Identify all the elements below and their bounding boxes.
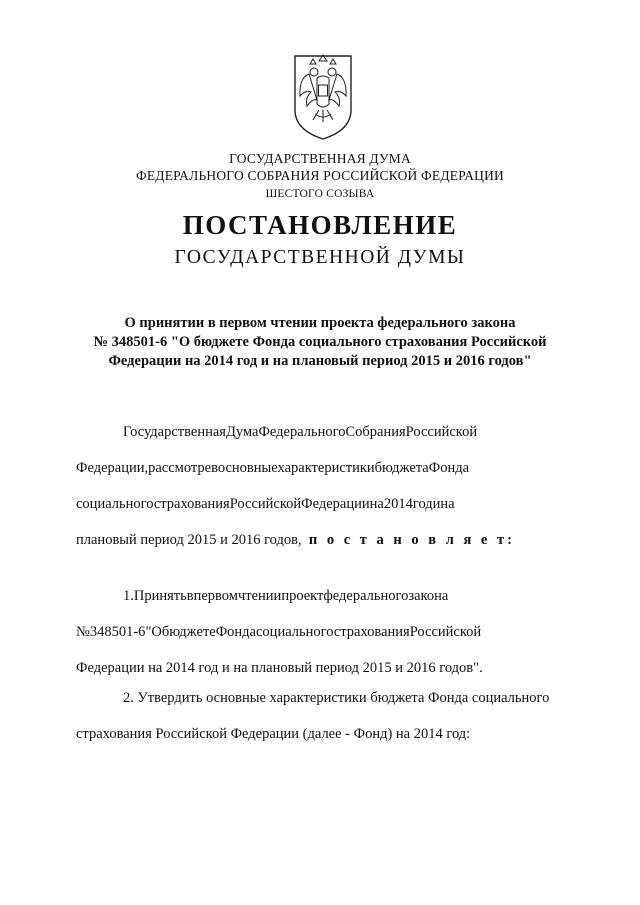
word: Федерации	[301, 496, 370, 512]
preamble-line-1	[76, 414, 573, 450]
word: характеристики	[277, 460, 375, 476]
word: основные	[217, 460, 278, 476]
word: Фонда	[215, 624, 256, 640]
preamble-line-4	[76, 522, 573, 558]
word: бюджета	[374, 460, 429, 476]
item-2-line-2: страхования Российской Федерации (далее - Фонд) на 2014 год:	[76, 726, 471, 742]
word: социального	[256, 624, 334, 640]
item-1-line-2	[76, 614, 573, 650]
word: Фонда	[428, 460, 470, 476]
preamble-line-3	[76, 486, 573, 522]
word: федерального	[323, 588, 409, 604]
word: №	[76, 624, 90, 640]
word: рассмотрев	[148, 460, 218, 476]
word: страхования	[333, 624, 410, 640]
subject-line-2: № 348501-6 "О бюджете Фонда социального страхования Российской	[93, 334, 547, 350]
word: 348501-6	[89, 624, 146, 640]
preamble-line-2	[76, 450, 573, 486]
word: социального	[76, 496, 154, 512]
header-duma: ГОСУДАРСТВЕННАЯ ДУМА	[229, 151, 411, 166]
word: Государственная	[123, 424, 226, 440]
word: первом	[193, 588, 238, 604]
word: закона	[408, 588, 449, 604]
word: Российской	[409, 624, 482, 640]
header-convocation: ШЕСТОГО СОЗЫВА	[265, 188, 375, 200]
preamble-paragraph	[76, 414, 573, 558]
word: Дума	[225, 424, 259, 440]
word: Федерации,	[76, 460, 149, 476]
word: "О	[145, 624, 162, 640]
word: в	[186, 588, 194, 604]
document-type: ПОСТАНОВЛЕНИЕ	[182, 210, 458, 240]
resolves-word: п о с т а н о в л я е т:	[308, 532, 515, 548]
word: чтении	[237, 588, 282, 604]
preamble-line-4-text: плановый период 2015 и 2016 годов,	[76, 532, 302, 548]
word: на	[440, 496, 455, 512]
item-1-line-1	[76, 578, 573, 614]
word: Российской	[405, 424, 478, 440]
word: 2014	[383, 496, 413, 512]
header-federal-assembly: ФЕДЕРАЛЬНОГО СОБРАНИЯ РОССИЙСКОЙ ФЕДЕРАЦИИ	[136, 168, 504, 183]
word: год	[412, 496, 433, 512]
word: Федерального	[258, 424, 346, 440]
word: Собрания	[345, 424, 406, 440]
coat-of-arms-icon	[291, 52, 355, 142]
document-subject	[60, 314, 580, 371]
document-issuer: ГОСУДАРСТВЕННОЙ ДУМЫ	[174, 247, 466, 268]
word: бюджете	[161, 624, 216, 640]
item-1-paragraph	[76, 578, 573, 686]
word: и	[432, 496, 441, 512]
subject-line-1: О принятии в первом чтении проекта федерального закона	[124, 315, 516, 331]
subject-line-3: Федерации на 2014 год и на плановый период 2015 и 2016 годов"	[108, 353, 532, 369]
item-1-line-3: Федерации на 2014 год и на плановый период 2015 и 2016 годов".	[76, 660, 483, 676]
word: 1.	[123, 588, 134, 604]
word: Принять	[133, 588, 187, 604]
word: Российской	[229, 496, 302, 512]
word: на	[369, 496, 384, 512]
item-2-paragraph	[76, 680, 573, 752]
word: страхования	[153, 496, 230, 512]
word: проект	[281, 588, 324, 604]
item-2-line-1: 2. Утвердить основные характеристики бюджета Фонда социального	[123, 690, 550, 706]
